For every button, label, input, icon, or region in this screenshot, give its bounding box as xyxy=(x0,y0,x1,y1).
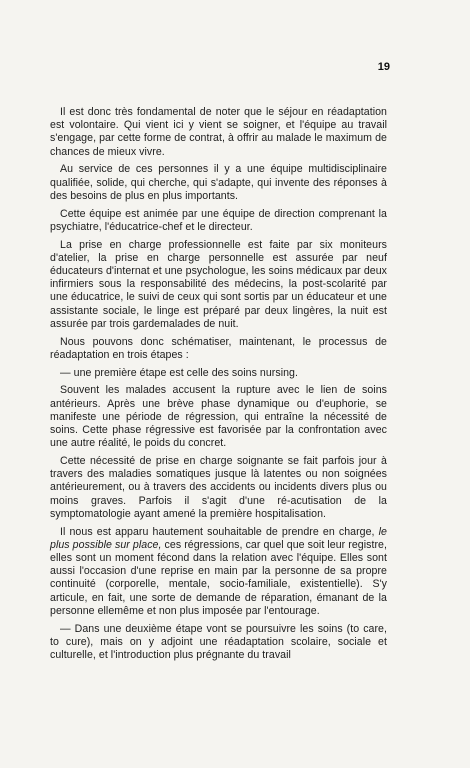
paragraph: Cette équipe est animée par une équipe de direction comprenant la psychiatre, l'éducatrice-chef et le directeur. xyxy=(50,207,387,233)
paragraph: La prise en charge professionnelle est faite par six moniteurs d'atelier, la prise en charge personnelle est assurée par neuf éducateurs d'internat et une psychologue, les soins médicaux par deux infirmiers sous la responsabilité des médecins, la post-scolarité par une éducatrice, le suivi de ceux qui sont sortis par un éducateur et une assistante sociale, le linge est préparé par deux lingères, la nuit est assurée par trois gardemalades de nuit. xyxy=(50,238,387,330)
step-one-item: — une première étape est celle des soins nursing. xyxy=(60,366,298,379)
body-text xyxy=(50,106,387,667)
paragraph: Nous pouvons donc schématiser, maintenant, le processus de réadaptation en trois étapes : xyxy=(50,335,387,361)
paragraph: Souvent les malades accusent la rupture avec le lien de soins antérieurs. Après une brève phase dynamique ou d'euphorie, se manifeste une période de régression, qui entraîne la nécessité de soins. Cette phase régressive est favorisée par la confrontation avec une autre réalité, le poids du concret. xyxy=(50,384,387,450)
step-two-item: — Dans une deuxième étape vont se poursuivre les soins (to care, to cure), mais on y adjoint une réadaptation scolaire, sociale et culturelle, et l'introduction plus prégnante du travail xyxy=(50,622,387,662)
paragraph-text: Il nous est apparu hautement souhaitable de prendre en charge, xyxy=(60,525,379,538)
paragraph: Il est donc très fondamental de noter que le séjour en réadaptation est volontaire. Qui vient ici y vient se soigner, et l'équipe au travail s'engage, par cette forme de contrat, à offrir au malade le maximum de chances de mieux vivre. xyxy=(50,106,387,158)
paragraph: Au service de ces personnes il y a une équipe multidisciplinaire qualifiée, solide, qui cherche, qui s'adapte, qui invente des réponses à des besoins de plus en plus importants. xyxy=(50,163,387,202)
paragraph: Cette nécessité de prise en charge soignante se fait parfois jour à travers des maladies somatiques jusque là latentes ou non soignées antérieurement, ou à travers des accidents ou incidents divers plus ou moins graves. Parfois il s'agit d'une ré-acutisation de la symptomatologie ayant amené la première hospitalisation. xyxy=(50,455,387,520)
paragraph xyxy=(50,526,387,618)
italic-phrase: le plus possible sur place, xyxy=(50,525,387,551)
page-number: 19 xyxy=(377,61,390,73)
paragraph-text: ces régressions, car quel que soit leur registre, elles sont un moment fécond dans la relation avec l'équipe. Elles sont aussi l'occasion d'une reprise en main par la personne de sa propre continuité (corporelle, mentale, socio-familiale, existentielle). S'y articule, en fait, une sorte de demande de réparation, émanant de la personne ellemême et non plus imposée par l'entourage. xyxy=(50,538,387,617)
